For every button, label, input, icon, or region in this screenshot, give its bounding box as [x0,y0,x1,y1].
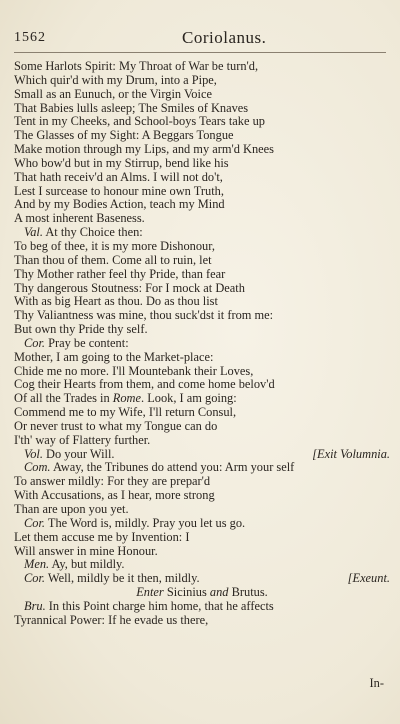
speech-text: The Word is, mildly. Pray you let us go. [47,515,246,530]
text-line: Let them accuse me by Invention: I [14,529,190,544]
speaker-name: Com. [24,460,51,475]
text-line: That hath receiv'd an Alms. I will not do't, [14,169,223,184]
text-line: Thy Mother rather feel thy Pride, than fear [14,266,226,281]
text-line: Will answer in mine Honour. [14,543,158,558]
speech-text: In this Point charge him home, that he affects [48,598,274,613]
text-line: Who bow'd but in my Stirrup, bend like his [14,155,229,170]
speaker-name: Bru. [24,598,46,613]
stage-direction-enter [14,586,390,600]
stage-direction: and [209,585,229,600]
page-header [14,30,384,52]
text-line: Make motion through my Lips, and my arm'd Knees [14,142,274,157]
speech-text: Do your Will. [46,446,115,461]
character-name: Sicinius [166,585,207,600]
text-line: Small as an Eunuch, or the Virgin Voice [14,86,212,101]
speech-text: Away, the Tribunes do attend you: Arm your self [52,460,295,475]
text-line: The Glasses of my Sight: A Beggars Tongue [14,128,234,143]
text-line: With as big Heart as thou. Do as thou list [14,294,218,309]
speech-line [14,337,390,351]
text-fragment: . Look, I am going: [141,391,237,406]
text-line: I'th' way of Flattery further. [14,432,151,447]
text-line: To answer mildly: For they are prepar'd [14,474,211,489]
stage-direction: [Exeunt. [347,571,390,586]
speaker-name: Val. [24,225,43,240]
stage-direction: [Exit Volumnia. [312,446,390,461]
speech-line [14,226,390,240]
text-line: And by my Bodies Action, teach my Mind [14,197,225,212]
text-line: A most inherent Baseness. [14,211,145,226]
text-line: Than are upon you yet. [14,502,129,516]
speaker-name: Cor. [24,335,46,350]
text-line: Thy Valiantness was mine, thou suck'dst it from me: [14,308,274,323]
speech-line [14,572,390,586]
stage-direction: Enter [136,585,164,600]
speech-line [14,448,390,462]
text-line: Tent in my Cheeks, and School-boys Tears take up [14,114,265,129]
text-line: With Accusations, as I hear, more strong [14,488,215,503]
running-title: Coriolanus. [182,28,267,47]
text-line: Lest I surcease to honour mine own Truth, [14,183,224,198]
text-line: Commend me to my Wife, I'll return Consul, [14,405,237,420]
text-line: Thy dangerous Stoutness: For I mock at Death [14,280,245,295]
text-line [14,392,390,406]
speaker-name: Men. [24,557,50,572]
speech-text: At thy Choice then: [45,225,143,240]
speech-line [14,517,390,531]
text-line: But own thy Pride thy self. [14,322,148,337]
text-line: Or never trust to what my Tongue can do [14,418,218,433]
speech-text: Ay, but mildly. [51,557,125,572]
text-line: Which quir'd with my Drum, into a Pipe, [14,72,217,87]
play-text [14,60,390,628]
text-line: Chide me no more. I'll Mountebank their Loves, [14,363,254,378]
page-number: 1562 [14,30,46,45]
text-line: That Babies lulls asleep; The Smiles of Knaves [14,100,249,115]
speaker-name: Vol. [24,446,43,461]
speaker-name: Cor. [24,571,46,586]
text-line: Than thou of them. Come all to ruin, let [14,252,212,267]
text-line: To beg of thee, it is my more Dishonour, [14,238,215,253]
speech-text: Pray be content: [48,335,129,350]
character-name: Brutus. [231,585,268,600]
catchword: In- [369,676,384,690]
speech-line [14,461,390,475]
header-rule [14,52,386,53]
text-line: Some Harlots Spirit: My Throat of War be turn'd, [14,59,259,73]
text-line: Cog their Hearts from them, and come home belov'd [14,377,275,392]
text-fragment: Of all the Trades in [14,391,113,406]
text-line: Mother, I am going to the Market-place: [14,349,214,364]
place-name: Rome [112,391,141,406]
speech-line [14,600,390,614]
text-line: Tyrannical Power: If he evade us there, [14,612,209,627]
speaker-name: Cor. [24,515,46,530]
speech-line [14,558,390,572]
speech-text: Well, mildly be it then, mildly. [47,571,200,586]
